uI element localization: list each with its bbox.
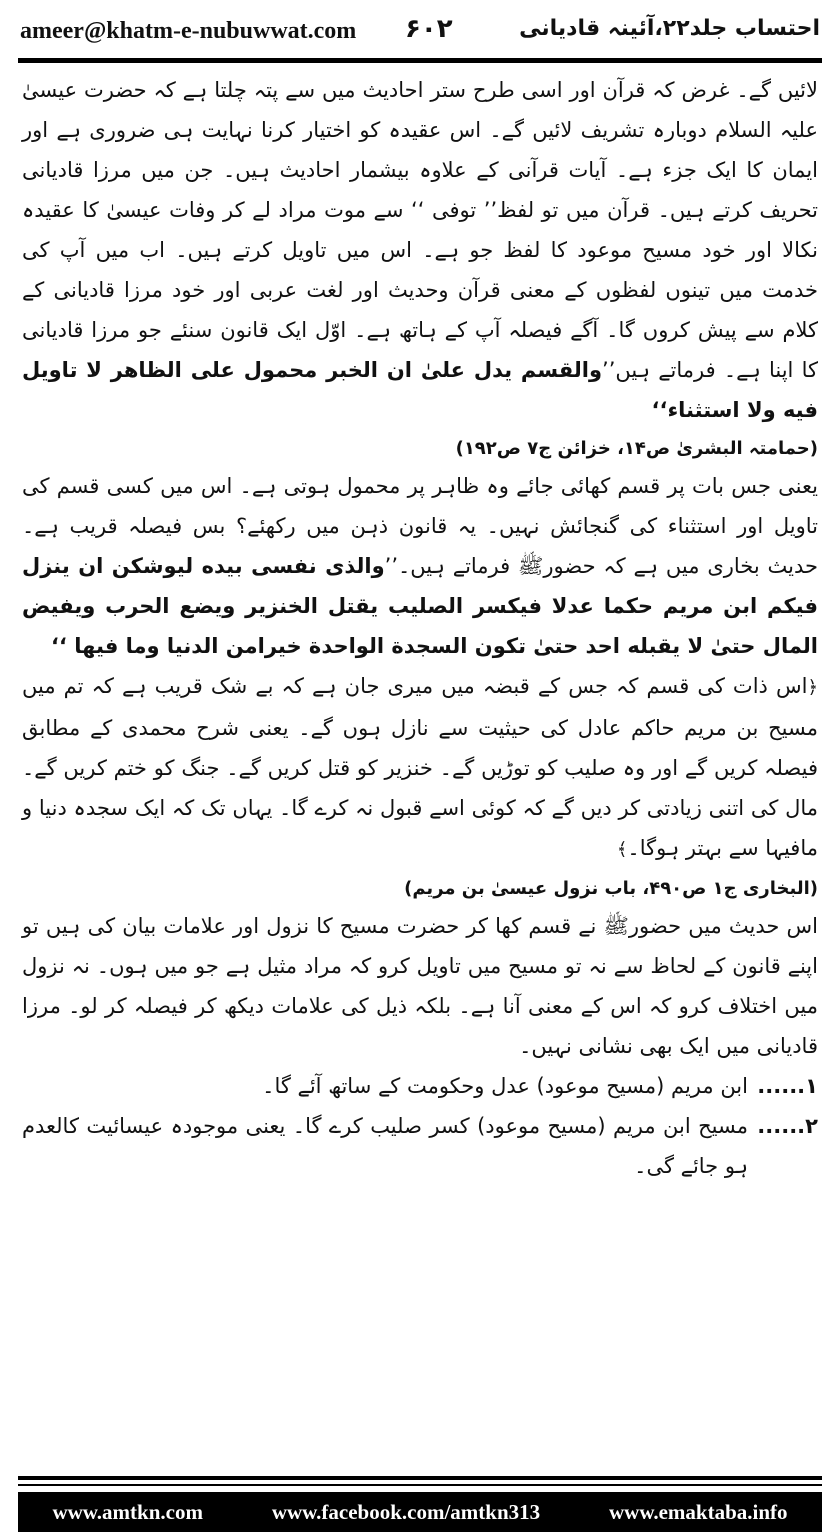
page-number: ۶۰۲ xyxy=(405,14,453,44)
list-item xyxy=(22,1106,818,1186)
list-item-text: مسیح ابن مریم (مسیح موعود) کسر صلیب کرے گا۔ یعنی موجودہ عیسائیت کالعدم ہو جائے گی۔ xyxy=(22,1114,748,1178)
ornament-close: ﴾ xyxy=(616,839,628,860)
list-item xyxy=(22,1066,818,1106)
footer-link-facebook[interactable]: www.facebook.com/amtkn313 xyxy=(271,1499,541,1524)
paragraph-1-text: لائیں گے۔ غرض کہ قرآن اور اسی طرح ستر احادیث میں سے پتہ چلتا ہے کہ حضرت عیسیٰ علیہ السلام دوبارہ تشریف لائیں گے۔ اس عقیدہ کو اختیار کرنا نہایت ہی ضروری ہے اور ایمان کا ایک جزء ہے۔ آیات قرآنی کے علاوہ بیشمار احادیث ہیں۔ جن میں مرزا قادیانی تحریف کرتے ہیں۔ قرآن میں تو لفظ’’ توفی ‘‘ سے موت مراد لے کر وفات عیسیٰ کا عقیدہ نکالا اور خود مسیح موعود کا لفظ جو ہے۔ اس میں تاویل کرتے ہیں۔ اب میں آپ کی خدمت میں تینوں لفظوں کے معنی قرآن وحدیث اور لغت عربی اور خود مرزا قادیانی کے کلام سے پیش کروں گا۔ آگے فیصلہ آپ کے ہاتھ ہے۔ اوّل ایک قانون سنئے جو مرزا قادیانی کا اپنا ہے۔ فرماتے ہیں’’ xyxy=(22,78,818,382)
page-body xyxy=(22,70,818,1186)
header-email[interactable]: ameer@khatm-e-nubuwwat.com xyxy=(20,18,357,44)
footer-link-emaktaba[interactable]: www.emaktaba.info xyxy=(609,1499,788,1524)
list-item-number: ۱...... xyxy=(757,1074,818,1098)
arabic-quote-2: والذی نفسی بیده لیوشکن ان ینزل فیکم ابن مریم حکما عدلا فیکسر الصلیب یقتل الخنزیر ویضع الحرب ویفیض المال حتیٰ لا یقبله احد حتیٰ تکون السجدة الواحدة خیرامن الدنیا وما فیها ‘‘ xyxy=(22,554,818,658)
reference-2: (البخاری ج۱ ص۴۹۰، باب نزول عیسیٰ بن مریم) xyxy=(404,878,818,899)
list-item-text: ابن مریم (مسیح موعود) عدل وحکومت کے ساتھ آئے گا۔ xyxy=(262,1074,748,1098)
ornament-open: ﴿ xyxy=(807,677,818,698)
translation-text: اس ذات کی قسم کہ جس کے قبضہ میں میری جان ہے کہ بے شک قریب ہے کہ تم میں مسیح بن مریم حاکم عادل کی حیثیت سے نازل ہوں گے۔ یعنی شرح محمدی کے مطابق فیصلہ کریں گے اور وہ صلیب کو توڑیں گے۔ خنزیر کو قتل کریں گے۔ جنگ کو ختم کریں گے۔ مال کی اتنی زیادتی کر دیں گے کہ کوئی اسے قبول نہ کرے گا۔ یہاں تک کہ ایک سجدہ دنیا و مافیہا سے بہتر ہوگا۔ xyxy=(22,674,818,860)
body-paragraph-1 xyxy=(22,70,818,430)
translation-paragraph xyxy=(22,666,818,870)
book-title: احتساب جلد۲۲،آئینہ قادیانی xyxy=(519,16,820,41)
arabic-quote-1: والقسم یدل علیٰ ان الخبر محمول علی الظاهر لا تاویل فیه ولا استثناء‘‘ xyxy=(22,358,818,422)
reference-1: (حمامتہ البشریٰ ص۱۴، خزائن ج۷ ص۱۹۲) xyxy=(455,438,818,459)
header-divider xyxy=(18,58,822,63)
list-item-number: ۲...... xyxy=(757,1114,818,1138)
body-paragraph-3: اس حدیث میں حضورﷺ نے قسم کھا کر حضرت مسیح کا نزول اور علامات بیان کی ہیں تو اپنے قانون کے لحاظ سے نہ تو مسیح میں تاویل کرو کہ مراد مثیل ہے جو میں ہوں۔ نہ نزول میں اختلاف کرو کہ اس کے معنی آنا ہے۔ بلکہ ذیل کی علامات دیکھ کر فیصلہ کر لو۔ مرزا قادیانی میں ایک بھی نشانی نہیں۔ xyxy=(22,914,818,1058)
body-paragraph-2 xyxy=(22,466,818,666)
footer-divider xyxy=(18,1476,822,1480)
footer-link-amtkn[interactable]: www.amtkn.com xyxy=(52,1499,203,1524)
paragraph-2-text: یعنی جس بات پر قسم کھائی جائے وہ ظاہر پر محمول ہوتی ہے۔ اس میں کسی قسم کی تاویل اور استثناء کی گنجائش نہیں۔ یہ قانون ذہن میں رکھئے؟ بس فیصلہ قریب ہے۔ حدیث بخاری میں ہے کہ حضورﷺ فرماتے ہیں۔’’ xyxy=(22,474,818,578)
page-header xyxy=(20,14,820,54)
page-footer xyxy=(18,1492,822,1532)
footer-divider-thin xyxy=(18,1484,822,1486)
